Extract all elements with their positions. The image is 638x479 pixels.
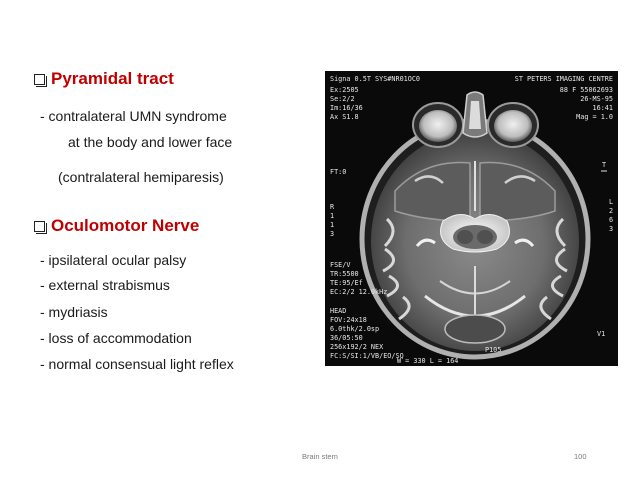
mri-ft-label: FT:0 <box>330 168 347 176</box>
mri-info: Im:16/36 <box>330 104 363 112</box>
section-line: - ipsilateral ocular palsy <box>40 252 187 268</box>
mri-side-right: L <box>609 198 614 206</box>
section-heading-pyramidal <box>34 69 174 89</box>
mri-side-right: 3 <box>609 225 614 233</box>
section-line: - normal consensual light reflex <box>40 356 234 372</box>
mri-side-right: 6 <box>609 216 614 224</box>
section-title: Pyramidal tract <box>51 69 174 88</box>
checkbox-bullet-icon <box>34 74 45 85</box>
mri-window-level: W = 330 L = 164 <box>397 357 459 365</box>
mri-params: HEAD <box>330 307 347 315</box>
mri-seq: FSE/V <box>330 261 351 269</box>
mri-p-label: P105 <box>485 346 502 354</box>
mri-side-left: 3 <box>330 230 335 238</box>
mri-info: Ax S1.8 <box>330 113 359 121</box>
mri-seq: EC:2/2 12.0kHz <box>330 288 388 296</box>
mri-side-right: 2 <box>609 207 614 215</box>
checkbox-bullet-icon <box>34 221 45 232</box>
mri-seq: TR:5500 <box>330 270 359 278</box>
section-title: Oculomotor Nerve <box>51 216 200 235</box>
section-line: - mydriasis <box>40 304 108 320</box>
mri-side-left: 1 <box>330 221 335 229</box>
footer-title: Brain stem <box>302 452 338 461</box>
mri-header-right: ST PETERS IMAGING CENTRE <box>514 75 613 83</box>
page-number: 100 <box>574 452 587 461</box>
mri-params: FC:S/SI:1/VB/EO/SQ <box>330 352 404 360</box>
mri-seq: TE:95/Ef <box>330 279 363 287</box>
mri-info: Mag = 1.0 <box>576 113 613 121</box>
mri-v-label: V1 <box>597 330 606 338</box>
section-line: - loss of accommodation <box>40 330 192 346</box>
section-line: (contralateral hemiparesis) <box>58 169 224 185</box>
mri-side-left: 1 <box>330 212 335 220</box>
mri-brain-scan-image <box>325 71 618 366</box>
mri-info: Se:2/2 <box>330 95 355 103</box>
mri-params: FOV:24x18 <box>330 316 367 324</box>
mri-params: 6.0thk/2.0sp <box>330 325 380 333</box>
mri-params: 36/05:50 <box>330 334 363 342</box>
mri-tick-label: T <box>602 161 607 169</box>
mri-side-left: R <box>330 203 335 211</box>
section-line: - contralateral UMN syndrome <box>40 108 227 124</box>
mri-params: 256x192/2 NEX <box>330 343 384 351</box>
mri-info: Ex:2505 <box>330 86 359 94</box>
section-line: - external strabismus <box>40 277 170 293</box>
mri-info: 16:41 <box>592 104 613 112</box>
section-heading-oculomotor <box>34 216 199 236</box>
mri-info: 88 F 55062693 <box>559 86 613 94</box>
mri-info: 26-MS-95 <box>580 95 613 103</box>
section-line: at the body and lower face <box>68 134 233 150</box>
mri-graphic <box>325 71 618 366</box>
mri-header-left: Signa 0.5T SYS#NR01OC0 <box>330 75 421 83</box>
